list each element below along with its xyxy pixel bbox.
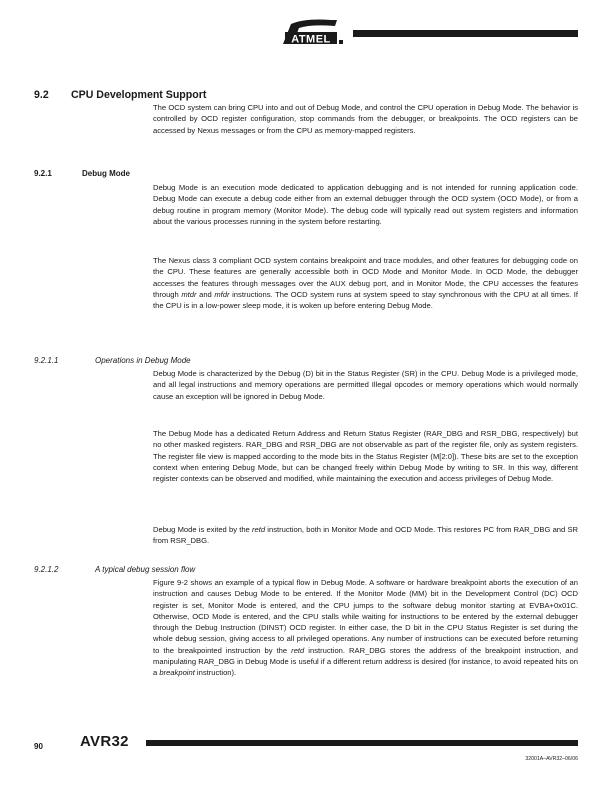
footer-rule — [146, 740, 578, 746]
subsection-title: Debug Mode — [82, 169, 130, 178]
subsubsection-heading-operations — [34, 356, 191, 365]
session-flow-paragraph: Figure 9-2 shows an example of a typical flow in Debug Mode. A software or hardware breakpoint aborts the execution of an instruction and causes Debug Mode to be entered. If the Monitor Mode (MM) bit in the Development Control (DC) OCD register is set, Monitor Mode is entered, and the CPU jumps to the software debug monitor starting at EVBA+0x01C. Otherwise, OCD Mode is entered, and the CPU stalls while waiting for instructions to be entered by the external debugger through the Debug Instruction (DINST) OCD register. In either case, the D bit in the CPU Status Register is set during the whole debug session, giving access to all privileged operations. Any number of instructions can be executed before returning to the breakpointed instruction by the retd instruction. RAR_DBG stores the address of the breakpoint instruction, and manipulating RAR_DBG in Debug Mode is useful if a different return address is desired (for instance, to avoid repeated hits on a breakpoint instruction). — [153, 578, 578, 678]
operations-paragraph-3: Debug Mode is exited by the retd instruction, both in Monitor Mode and OCD Mode. This restores PC from RAR_DBG and SR from RSR_DBG. — [153, 525, 578, 546]
subsubsection-number: 9.2.1.1 — [34, 356, 59, 365]
debug-mode-paragraph-2: The Nexus class 3 compliant OCD system contains breakpoint and trace modules, and other features for debugging code on the CPU. These features are generally accessible both in OCD Mode and Monitor Mode. In OCD Mode, the debugger accesses the features through messages over the AUX debug port, and in Monitor Mode, the CPU accesses the features through mtdr and mfdr instructions. The OCD system runs at system speed to stay synchronous with the CPU at all times. If the CPU is in a low-power sleep mode, it is woken up before entering Debug Mode. — [153, 256, 578, 311]
operations-paragraph-1: Debug Mode is characterized by the Debug (D) bit in the Status Register (SR) in the CPU. Debug Mode is a privileged mode, and all legal instructions and memory operations are permitted Illegal opcodes or memory operations which would normally cause an exception will be ignored in Debug Mode. — [153, 369, 578, 401]
section-title: CPU Development Support — [71, 89, 207, 101]
section-heading — [34, 89, 206, 101]
subsection-heading-debug-mode — [34, 169, 130, 178]
section-intro: The OCD system can bring CPU into and out of Debug Mode, and control the CPU operation in Debug Mode. The behavior is controlled by OCD register configuration, stop commands from the debugger, or breakpoints. The OCD registers can be accessed by Nexus messages or from the CPU as memory-mapped registers. — [153, 103, 578, 135]
debug-mode-paragraph-1: Debug Mode is an execution mode dedicated to application debugging and is not intended for running application code. Debug Mode can execute a debug code either from an external debugger through the OCD system (OCD Mode), or from a debug routine in program memory (Monitor Mode). The debug code will typically read out system registers and information about the various processes running in the system before restarting. — [153, 183, 578, 226]
subsubsection-heading-session-flow — [34, 565, 195, 574]
operations-paragraph-2: The Debug Mode has a dedicated Return Address and Return Status Register (RAR_DBG and RSR_DBG, respectively) but no other masked registers. RAR_DBG and RSR_DBG are not observable as part of the register file, only as system registers. The register file view is mapped according to the mode bits in the Status Register (M[2:0]). These bits are set to the exception context when entering Debug Mode, but can be changed freely within Debug Mode by writing to SR. In this way, different register contexts can be observed and modified, while maintaining the execution and access privileges of Debug Mode. — [153, 429, 578, 484]
subsubsection-title: Operations in Debug Mode — [95, 356, 191, 365]
page-number: 90 — [34, 742, 43, 751]
document-code: 32001A–AVR32–06/06 — [525, 756, 578, 762]
subsubsection-number: 9.2.1.2 — [34, 565, 59, 574]
atmel-logo — [281, 18, 345, 48]
subsubsection-title: A typical debug session flow — [95, 565, 196, 574]
section-number: 9.2 — [34, 89, 49, 101]
subsection-number: 9.2.1 — [34, 169, 52, 178]
logo-wordmark: ATMEL — [291, 33, 331, 46]
footer-title: AVR32 — [80, 733, 129, 750]
header-rule — [353, 30, 578, 37]
